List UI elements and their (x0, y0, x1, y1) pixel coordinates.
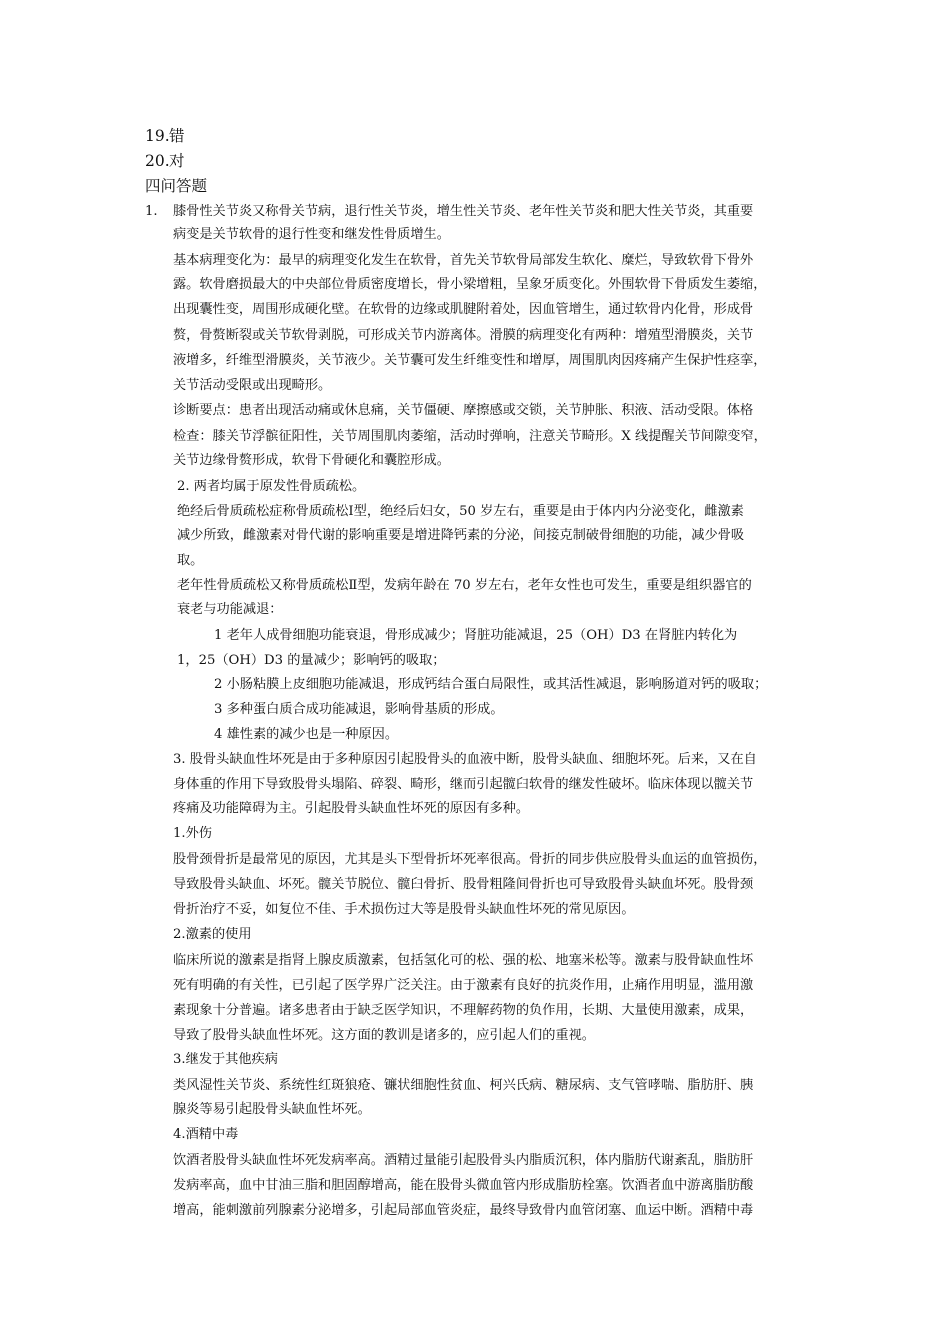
q2-line: 3 多种蛋白质合成功能减退，影响骨基质的形成。 (214, 702, 504, 717)
q3-subheading: 4.酒精中毒 (173, 1127, 239, 1142)
q3-line: 饮酒者股骨头缺血性坏死发病率高。酒精过量能引起股骨头内脂质沉积，体内脂肪代谢紊乱，脂肪肝 (173, 1153, 754, 1168)
q3-line: 身体重的作用下导致股骨头塌陷、碎裂、畸形，继而引起髋臼软骨的继发性破坏。临床体现以髋关节 (173, 777, 754, 792)
q3-line: 导致股骨头缺血、坏死。髋关节脱位、髋臼骨折、股骨粗隆间骨折也可导致股骨头缺血坏死。股骨颈 (173, 877, 754, 892)
q3-subheading: 3.继发于其他疾病 (173, 1052, 278, 1067)
q3-line: 3. 股骨头缺血性坏死是由于多种原因引起股骨头的血液中断，股骨头缺血、细胞坏死。后来，又在自 (173, 752, 757, 767)
q1-line: 病变是关节软骨的退行性变和继发性骨质增生。 (173, 227, 450, 242)
q2-line: 2 小肠粘膜上皮细胞功能减退，形成钙结合蛋白局限性，或其活性减退，影响肠道对钙的吸取； (214, 677, 768, 692)
q2-line: 4 雄性素的减少也是一种原因。 (214, 727, 399, 742)
q1-line: 关节活动受限或出现畸形。 (173, 378, 332, 393)
q1-line: 出现囊性变，周围形成硬化壁。在软骨的边缘或肌腱附着处，因血管增生，通过软骨内化骨，形成骨 (173, 302, 754, 317)
q3-line: 腺炎等易引起股骨头缺血性坏死。 (173, 1102, 371, 1117)
q3-line: 疼痛及功能障碍为主。引起股骨头缺血性坏死的原因有多种。 (173, 801, 530, 816)
q2-line: 1 老年人成骨细胞功能衰退，骨形成减少；肾脏功能减退，25（OH）D3 在肾脏内转化为 (214, 628, 738, 643)
q1-line: 赘，骨赘断裂或关节软骨剥脱，可形成关节内游离体。滑膜的病理变化有两种：增殖型滑膜炎，关节 (173, 328, 754, 343)
q3-line: 发病率高，血中甘油三脂和胆固醇增高，能在股骨头微血管内形成脂肪栓塞。饮酒者血中游离脂肪酸 (173, 1178, 754, 1193)
answer-20: 20.对 (145, 152, 185, 170)
q1-line: 膝骨性关节炎又称骨关节病，退行性关节炎，增生性关节炎、老年性关节炎和肥大性关节炎，其重要 (173, 204, 754, 219)
section-title: 四问答题 (145, 177, 208, 195)
q1-line: 检查：膝关节浮髌征阳性，关节周围肌肉萎缩，活动时弹响，注意关节畸形。X 线提醒关节间隙变窄， (173, 429, 767, 444)
q3-line: 死有明确的有关性，已引起了医学界广泛关注。由于激素有良好的抗炎作用，止痛作用明显，滥用激 (173, 978, 754, 993)
q2-line: 1，25（OH）D3 的量减少；影响钙的吸取； (177, 653, 446, 668)
q3-line: 骨折治疗不妥，如复位不佳、手术损伤过大等是股骨头缺血性坏死的常见原因。 (173, 902, 635, 917)
q1-number: 1. (145, 204, 158, 219)
q2-line: 衰老与功能减退： (177, 602, 283, 617)
q2-line: 减少所致，雌激素对骨代谢的影响重要是增进降钙素的分泌，间接克制破骨细胞的功能，减少骨吸 (177, 528, 745, 543)
q1-line: 露。软骨磨损最大的中央部位骨质密度增长，骨小梁增粗，呈象牙质变化。外围软骨下骨质发生萎缩， (173, 277, 767, 292)
answer-19: 19.错 (145, 127, 185, 145)
q1-line: 基本病理变化为：最早的病理变化发生在软骨，首先关节软骨局部发生软化、糜烂，导致软骨下骨外 (173, 253, 754, 268)
q3-line: 临床所说的激素是指肾上腺皮质激素，包括氢化可的松、强的松、地塞米松等。激素与股骨缺血性坏 (173, 953, 754, 968)
q3-line: 股骨颈骨折是最常见的原因，尤其是头下型骨折坏死率很高。骨折的同步供应股骨头血运的血管损伤， (173, 852, 767, 867)
q3-subheading: 1.外伤 (173, 826, 212, 841)
q1-line: 液增多，纤维型滑膜炎，关节液少。关节囊可发生纤维变性和增厚，周围肌肉因疼痛产生保护性痉挛， (173, 353, 767, 368)
q2-line: 老年性骨质疏松又称骨质疏松Ⅱ型，发病年龄在 70 岁左右，老年女性也可发生，重要是组织器官的 (177, 578, 752, 593)
q1-line: 关节边缘骨赘形成，软骨下骨硬化和囊腔形成。 (173, 453, 450, 468)
q3-subheading: 2.激素的使用 (173, 927, 252, 942)
q2-line: 绝经后骨质疏松症称骨质疏松Ⅰ型，绝经后妇女，50 岁左右，重要是由于体内内分泌变化，雌激素 (177, 504, 744, 519)
q2-line: 取。 (177, 553, 204, 568)
q1-line: 诊断要点：患者出现活动痛或休息痛，关节僵硬、摩擦感或交锁，关节肿胀、积液、活动受限。体格 (173, 403, 754, 418)
q3-line: 素现象十分普遍。诸多患者由于缺乏医学知识，不理解药物的负作用，长期、大量使用激素，成果， (173, 1003, 754, 1018)
q3-line: 类风湿性关节炎、系统性红斑狼疮、镰状细胞性贫血、柯兴氏病、糖尿病、支气管哮喘、脂肪肝、胰 (173, 1078, 754, 1093)
q3-line: 导致了股骨头缺血性坏死。这方面的教训是诸多的，应引起人们的重视。 (173, 1028, 595, 1043)
q2-line: 2. 两者均属于原发性骨质疏松。 (177, 479, 366, 494)
q3-line: 增高，能刺激前列腺素分泌增多，引起局部血管炎症，最终导致骨内血管闭塞、血运中断。酒精中毒 (173, 1203, 754, 1218)
